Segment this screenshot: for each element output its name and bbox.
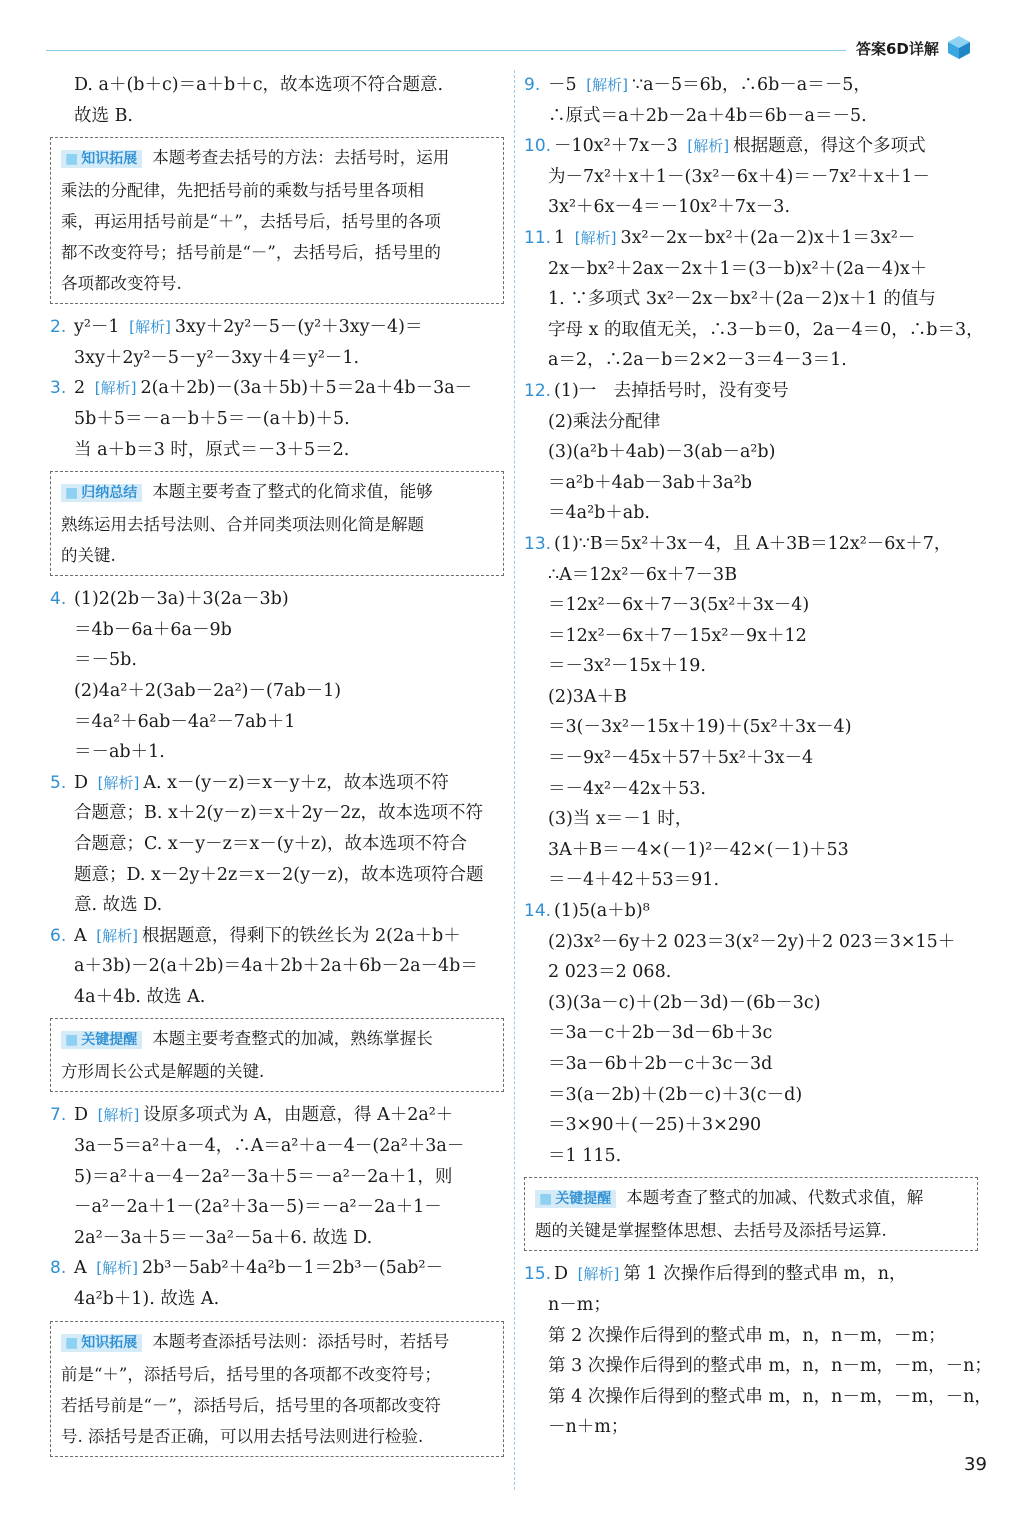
note-text: 熟练运用去括号法则、合并同类项法则化简是解题 (61, 515, 424, 535)
analysis-tag: [解析] (577, 1265, 620, 1284)
question-answer: A (74, 925, 87, 946)
question-number: 13. (524, 533, 552, 554)
analysis-tag: [解析] (687, 137, 730, 156)
question-number: 11. (524, 227, 552, 248)
text-line: ＝－9x²－45x＋57＋5x²＋3x－4 (548, 748, 814, 769)
question-answer: D (74, 772, 89, 793)
analysis-tag: [解析] (96, 1259, 138, 1278)
text-line: ＝－ab＋1. (74, 742, 165, 763)
analysis-tag: [解析] (97, 1106, 140, 1125)
text-line: 3A＋B＝－4×(－1)²－42×(－1)＋53 (548, 839, 849, 860)
question-text: ∵a－5＝6b，∴6b－a＝－5， (631, 75, 871, 95)
text-line: 3a－5＝a²＋a－4，∴A＝a²＋a－4－(2a²＋3a－ (74, 1136, 465, 1157)
analysis-tag: [解析] (96, 926, 138, 945)
text-line: (3)(a²b＋4ab)－3(ab－a²b) (548, 442, 776, 463)
note-box (50, 1018, 504, 1092)
note-text: 本题主要考查了整式的化简求值，能够 (152, 482, 433, 502)
text-line: ＝3a－c＋2b－3d－6b＋3c (548, 1023, 773, 1044)
analysis-tag: [解析] (97, 773, 140, 792)
note-text: 方形周长公式是解题的关键. (61, 1062, 265, 1082)
text-line: 2a²－3a＋5＝－3a²－5a＋6. 故选 D. (74, 1227, 373, 1248)
text-line: (3)(3a－c)＋(2b－3d)－(6b－3c) (548, 992, 821, 1013)
bullet-icon: ■ (65, 1334, 79, 1351)
note-line (61, 237, 495, 268)
text-line: ＝3×90＋(－25)＋3×290 (548, 1115, 762, 1136)
note-badge-label: 关键提醒 (555, 1191, 612, 1208)
text-line: 3xy＋2y²－5－y²－3xy＋4＝y²－1. (74, 347, 360, 368)
text-line: 1. ∵多项式 3x²－2x－bx²＋(2a－2)x＋1 的值与 (548, 289, 936, 310)
note-text: 题的关键是掌握整体思想、去括号及添括号运算. (535, 1221, 887, 1241)
header-rule (46, 50, 846, 51)
question-line (50, 1253, 510, 1284)
note-line (61, 1421, 495, 1452)
text-line: ＝4a²＋6ab－4a²－7ab＋1 (74, 711, 296, 732)
text-line: 第 4 次操作后得到的整式串 m，n，n－m，－m，－n， (548, 1386, 992, 1407)
note-line (535, 1182, 969, 1215)
text-line: ＝1 115. (548, 1145, 622, 1166)
text-line: ＝3a－6b＋2b－c＋3c－3d (548, 1054, 773, 1074)
text-line: ∴A＝12x²－6x＋7－3B (548, 564, 738, 585)
question-answer: －5 (548, 75, 577, 95)
text-line: n－m； (548, 1294, 611, 1315)
text-line: 题意；D. x－2y＋2z＝x－2(y－z)，故本选项符合题 (74, 864, 484, 885)
question-answer: y²－1 (74, 317, 120, 338)
note-line (61, 268, 495, 299)
note-line (61, 476, 495, 509)
text-line: ＝－3x²－15x＋19. (548, 656, 706, 677)
question-number: 5. (50, 772, 67, 793)
text-line: ＝3(－3x²－15x＋19)＋(5x²＋3x－4) (548, 717, 852, 738)
question-text: 2b³－5ab²＋4a²b－1＝2b³－(5ab²－ (141, 1258, 443, 1279)
question-line (524, 529, 984, 560)
question-text: 3xy＋2y²－5－(y²＋3xy－4)＝ (174, 317, 423, 338)
note-box (50, 1321, 504, 1457)
question-number: 3. (50, 378, 67, 399)
text-line: a＝2，∴2a－b＝2×2－3＝4－3＝1. (548, 350, 847, 371)
question-line (524, 376, 984, 407)
note-text: 本题考查添括号法则：添括号时，若括号 (152, 1331, 450, 1351)
question-answer: 1 (554, 227, 566, 248)
text-line: ∴原式＝a＋2b－2a＋4b＝6b－a＝－5. (548, 105, 867, 126)
note-line (61, 1390, 495, 1421)
question-text: 2(a＋2b)－(3a＋5b)＋5＝2a＋4b－3a－ (140, 378, 473, 399)
text-line: 4a＋4b. 故选 A. (74, 986, 206, 1007)
note-line (61, 509, 495, 540)
note-text: 前是“＋”，添括号后，括号里的各项都不改变符号； (61, 1364, 441, 1384)
note-line (61, 1023, 495, 1056)
analysis-tag: [解析] (586, 76, 628, 94)
question-line (524, 223, 984, 254)
text-line: (2)3A＋B (548, 686, 627, 707)
text-line: 字母 x 的取值无关，∴3－b＝0，2a－4＝0，∴b＝3， (548, 319, 984, 340)
note-badge (61, 484, 142, 502)
note-line (61, 540, 495, 571)
text-line: 第 3 次操作后得到的整式串 m，n，n－m，－m，－n； (548, 1356, 992, 1377)
question-line (524, 1259, 984, 1290)
question-number: 4. (50, 589, 67, 610)
note-line (61, 1326, 495, 1359)
note-text: 的关键. (61, 546, 116, 566)
note-text: 若括号前是“－”，添括号后，括号里的各项都改变符 (61, 1395, 441, 1415)
text-line: 5b＋5＝－a－b＋5＝－(a＋b)＋5. (74, 408, 350, 429)
text-line: ＝3(a－2b)＋(2b－c)＋3(c－d) (548, 1084, 803, 1105)
note-box (524, 1177, 978, 1251)
header-label: 答案6D详解 (856, 40, 939, 58)
text-line: (2)乘法分配律 (548, 411, 661, 432)
text-line: ＝4b－6a＋6a－9b (74, 619, 232, 640)
note-badge (535, 1190, 616, 1208)
question-text: (1)∵B＝5x²＋3x－4，且 A＋3B＝12x²－6x＋7， (554, 533, 952, 554)
column-divider (514, 70, 515, 1490)
note-line (535, 1215, 969, 1246)
note-box (50, 471, 504, 576)
question-line (50, 584, 510, 615)
text-line: (2)3x²－6y＋2 023＝3(x²－2y)＋2 023＝3×15＋ (548, 931, 956, 952)
text-line: 意. 故选 D. (74, 895, 163, 916)
note-badge-label: 知识拓展 (81, 1334, 138, 1351)
analysis-tag: [解析] (94, 379, 137, 398)
bullet-icon: ■ (65, 151, 79, 168)
text-line: －n＋m； (548, 1417, 629, 1438)
text-line: D. a＋(b＋c)＝a＋b＋c，故本选项不符合题意. (74, 75, 444, 95)
text-line: ＝－4＋42＋53＝91. (548, 870, 720, 891)
text-line: ＝12x²－6x＋7－3(5x²＋3x－4) (548, 595, 810, 616)
question-line (50, 373, 510, 404)
note-line (61, 206, 495, 237)
text-line: (2)4a²＋2(3ab－2a²)－(7ab－1) (74, 680, 342, 701)
text-line: 2 023＝2 068. (548, 962, 672, 983)
text-line: ＝4a²b＋ab. (548, 503, 650, 524)
question-number: 6. (50, 925, 67, 946)
question-number: 7. (50, 1105, 67, 1126)
note-text: 乘，再运用括号前是“＋”，去括号后，括号里的各项 (61, 212, 441, 232)
text-line: ＝－5b. (74, 650, 137, 671)
question-line (50, 768, 510, 799)
question-line (50, 312, 510, 343)
question-text: 根据题意，得这个多项式 (733, 136, 926, 157)
note-box (50, 137, 504, 304)
question-number: 9. (524, 75, 541, 95)
note-badge-label: 关键提醒 (81, 1032, 138, 1049)
question-text: 根据题意，得剩下的铁丝长为 2(2a＋b＋ (141, 925, 461, 946)
question-answer: 2 (74, 378, 86, 399)
text-line: 4a²b＋1). 故选 A. (74, 1289, 220, 1310)
question-line (524, 131, 984, 162)
analysis-tag: [解析] (129, 318, 171, 337)
question-answer: －10x²＋7x－3 (554, 136, 678, 157)
question-number: 2. (50, 317, 67, 338)
text-line: 2x－bx²＋2ax－2x＋1＝(3－b)x²＋(2a－4)x＋ (548, 258, 928, 279)
text-line: －a²－2a＋1－(2a²＋3a－5)＝－a²－2a＋1－ (74, 1197, 442, 1218)
note-text: 号. 添括号是否正确，可以用去括号法则进行检验. (61, 1426, 424, 1446)
note-text: 本题考查了整式的加减、代数式求值，解 (626, 1188, 924, 1208)
note-badge (61, 1031, 142, 1049)
question-text: (1)5(a＋b)⁸ (554, 901, 650, 922)
note-line (61, 1359, 495, 1390)
page-number: 39 (964, 1454, 987, 1475)
question-text: 设原多项式为 A，由题意，得 A＋2a²＋ (143, 1105, 454, 1126)
text-line: 5)＝a²＋a－4－2a²－3a＋5＝－a²－2a＋1，则 (74, 1166, 453, 1187)
bullet-icon: ■ (65, 1032, 79, 1049)
note-text: 各项都改变符号. (61, 274, 182, 294)
text-line: a＋3b)－2(a＋2b)＝4a＋2b＋2a＋6b－2a－4b＝ (74, 956, 478, 977)
question-number: 8. (50, 1258, 67, 1279)
bullet-icon: ■ (65, 485, 79, 502)
question-number: 15. (524, 1264, 552, 1285)
question-answer: D (554, 1264, 569, 1285)
text-line: ＝－4x²－42x＋53. (548, 778, 706, 799)
question-text: A. x－(y－z)＝x－y＋z，故本选项不符 (143, 772, 449, 793)
text-line: 第 2 次操作后得到的整式串 m，n，n－m，－m； (548, 1325, 946, 1346)
text-line: ＝a²b＋4ab－3ab＋3a²b (548, 472, 752, 493)
question-number: 14. (524, 901, 552, 922)
text-line: 当 a＋b＝3 时，原式＝－3＋5＝2. (74, 439, 350, 460)
note-badge-label: 归纳总结 (81, 485, 138, 502)
note-text: 本题主要考查整式的加减，熟练掌握长 (152, 1029, 433, 1049)
question-line (50, 921, 510, 952)
note-line (61, 142, 495, 175)
note-text: 本题考查去括号的方法：去括号时，运用 (152, 148, 450, 168)
text-line: 合题意；C. x－y－z＝x－(y＋z)，故本选项不符合 (74, 833, 467, 854)
question-text: (1)一 去掉括号时，没有变号 (554, 380, 789, 401)
question-number: 10. (524, 136, 552, 157)
right-column (524, 70, 992, 1443)
note-text: 都不改变符号；括号前是“－”，去括号后，括号里的 (61, 243, 441, 263)
question-answer: D (74, 1105, 89, 1126)
note-badge-label: 知识拓展 (81, 151, 138, 168)
text-line: ＝12x²－6x＋7－15x²－9x＋12 (548, 625, 807, 646)
left-column (50, 70, 510, 1465)
note-text: 乘法的分配律，先把括号前的乘数与括号里各项相 (61, 181, 424, 201)
note-badge (61, 150, 142, 168)
question-number: 12. (524, 380, 552, 401)
question-line (524, 70, 984, 101)
question-text: (1)2(2b－3a)＋3(2a－3b) (74, 589, 289, 610)
bullet-icon: ■ (539, 1191, 553, 1208)
cube-icon (946, 34, 972, 60)
analysis-tag: [解析] (574, 228, 617, 247)
text-line: (3)当 x＝－1 时， (548, 809, 693, 830)
question-line (50, 1100, 510, 1131)
note-badge (61, 1334, 142, 1352)
note-line (61, 1056, 495, 1087)
text-line: 合题意；B. x＋2(y－z)＝x＋2y－2z，故本选项不符 (74, 803, 483, 824)
note-line (61, 175, 495, 206)
text-line: 3x²＋6x－4＝－10x²＋7x－3. (548, 197, 791, 218)
text-line: 故选 B. (74, 105, 133, 126)
question-text: 3x²－2x－bx²＋(2a－2)x＋1＝3x²－ (620, 227, 916, 248)
question-line (524, 896, 984, 927)
question-text: 第 1 次操作后得到的整式串 m，n， (623, 1264, 907, 1285)
text-line: 为－7x²＋x＋1－(3x²－6x＋4)＝－7x²＋x＋1－ (548, 166, 930, 187)
question-answer: A (74, 1258, 87, 1279)
